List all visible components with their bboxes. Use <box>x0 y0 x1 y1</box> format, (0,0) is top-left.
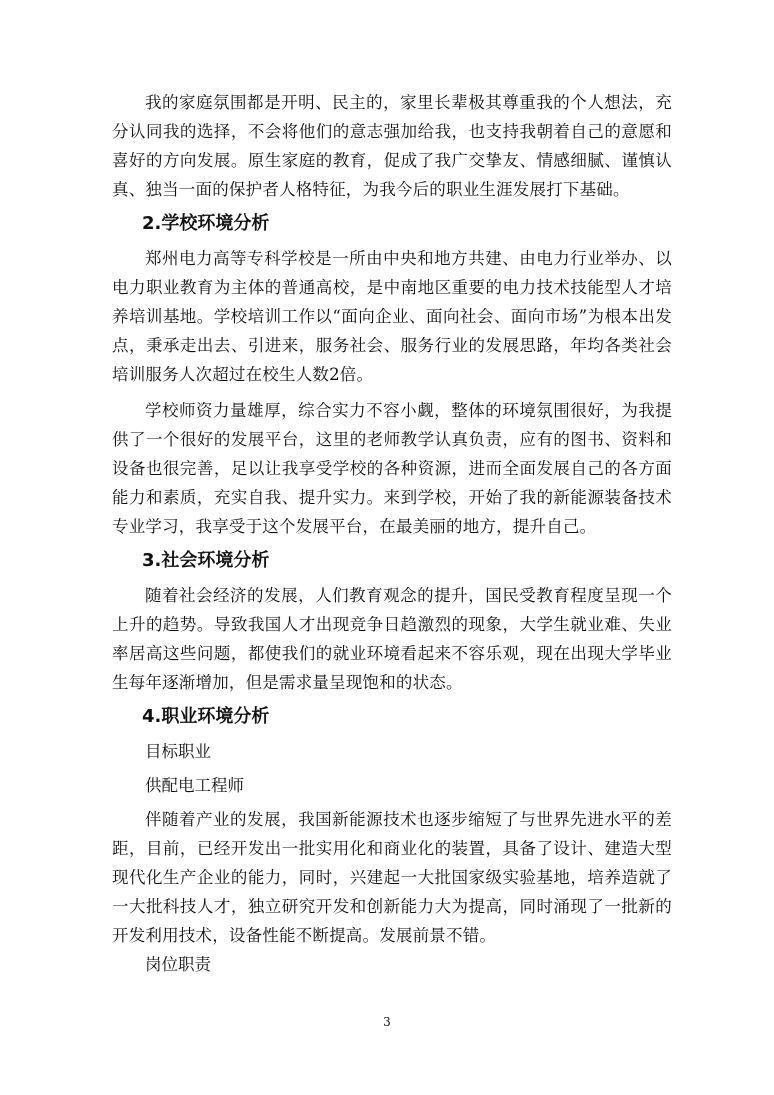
job-title-label: 供配电工程师 <box>145 776 244 795</box>
career-heading: 4.职业环境分析 <box>142 706 270 727</box>
society-heading: 3.社会环境分析 <box>142 550 270 571</box>
school-paragraph-1: 郑州电力高等专科学校是一所由中央和地方共建、由电力行业举办、以电力职业教育为主体的普通高校，是中南地区重要的电力技术技能型人才培养培训基地。学校培训工作以“面向企业、面向社会、面向市场”为根本出发点，秉承走出去、引进来，服务社会、服务行业的发展思路，年均各类社会培训服务人次超过在校生人数2倍。 <box>112 249 672 384</box>
duties-label: 岗位职责 <box>145 955 211 974</box>
school-heading: 2.学校环境分析 <box>142 213 270 234</box>
career-paragraph: 伴随着产业的发展，我国新能源技术也逐步缩短了与世界先进水平的差距，目前，已经开发出一批实用化和商业化的装置，具备了设计、建造大型现代化生产企业的能力，同时，兴建起一大批国家级实验基地，培养造就了一大批科技人才，独立研究开发和创新能力大为提高，同时涌现了一批新的开发利用技术，设备性能不断提高。发展前景不错。 <box>112 810 672 945</box>
society-paragraph: 随着社会经济的发展，人们教育观念的提升，国民受教育程度呈现一个上升的趋势。导致我国人才出现竞争日趋激烈的现象，大学生就业难、失业率居高这些问题，都使我们的就业环境看起来不容乐观，现在出现大学毕业生每年逐渐增加，但是需求量呈现饱和的状态。 <box>112 586 672 692</box>
document-page <box>112 88 672 984</box>
target-career-label: 目标职业 <box>145 742 211 761</box>
school-paragraph-2: 学校师资力量雄厚，综合实力不容小觑，整体的环境氛围很好，为我提供了一个很好的发展平台，这里的老师教学认真负责，应有的图书、资料和设备也很完善，足以让我享受学校的各种资源，进而全面发展自己的各方面能力和素质，充实自我、提升实力。来到学校，开始了我的新能源装备技术专业学习，我享受于这个发展平台，在最美丽的地方，提升自己。 <box>112 401 672 536</box>
page-number: 3 <box>383 1015 391 1029</box>
family-paragraph: 我的家庭氛围都是开明、民主的，家里长辈极其尊重我的个人想法，充分认同我的选择，不会将他们的意志强加给我，也支持我朝着自己的意愿和喜好的方向发展。原生家庭的教育，促成了我广交挚友、情感细腻、谨慎认真、独当一面的保护者人格特征，为我今后的职业生涯发展打下基础。 <box>112 93 672 199</box>
